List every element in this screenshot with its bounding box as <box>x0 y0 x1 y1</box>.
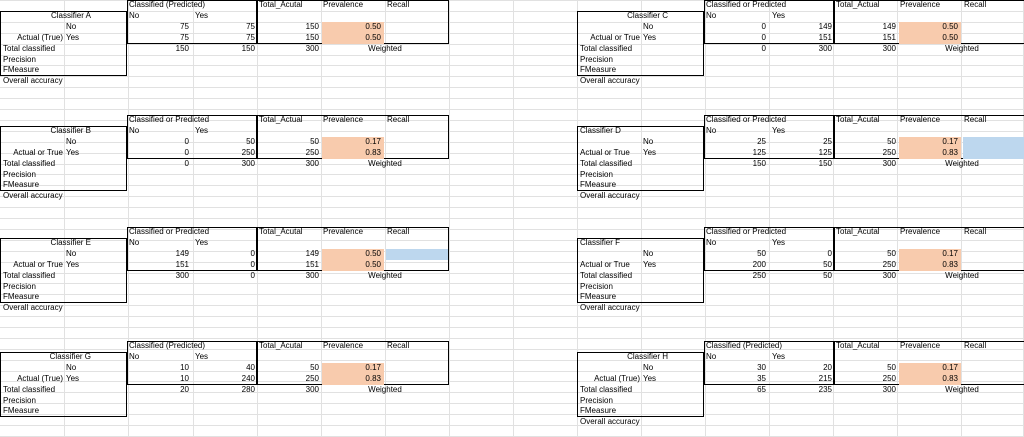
value-yes-no[interactable]: 151 <box>175 260 189 269</box>
actual-no-label[interactable]: No <box>643 249 654 258</box>
value-yes-total[interactable]: 250 <box>882 374 896 383</box>
predicted-yes-label[interactable]: Yes <box>772 11 786 20</box>
value-yes-no[interactable]: 10 <box>180 374 189 383</box>
value-no-prevalence[interactable]: 0.17 <box>365 137 381 146</box>
predicted-yes-label[interactable]: Yes <box>195 11 209 20</box>
precision-label[interactable]: Precision <box>580 170 613 179</box>
fmeasure-label[interactable]: FMeasure <box>580 292 617 301</box>
weighted-label[interactable]: Weighted <box>368 159 402 168</box>
predicted-no-label[interactable]: No <box>129 126 140 135</box>
gridline <box>0 55 1024 56</box>
value-yes-no[interactable]: 75 <box>180 33 189 42</box>
recall-header[interactable]: Recall <box>387 341 410 350</box>
gridline <box>0 65 1024 66</box>
value-no-no[interactable]: 30 <box>757 363 766 372</box>
total-all[interactable]: 300 <box>305 44 319 53</box>
predicted-header[interactable]: Classified or Predicted <box>129 115 210 124</box>
value-yes-total[interactable]: 250 <box>305 374 319 383</box>
prevalence-header[interactable]: Prevalence <box>323 115 364 124</box>
gridline <box>0 109 1024 110</box>
value-no-yes[interactable]: 75 <box>246 22 255 31</box>
classifier-title[interactable]: Classifier B <box>50 126 91 135</box>
value-no-no[interactable]: 0 <box>184 137 189 146</box>
predicted-yes-label[interactable]: Yes <box>772 352 786 361</box>
value-yes-no[interactable]: 0 <box>184 148 189 157</box>
value-yes-yes[interactable]: 240 <box>241 374 255 383</box>
actual-label[interactable]: Actual or True <box>13 148 63 157</box>
total-yes[interactable]: 300 <box>241 159 255 168</box>
value-yes-total[interactable]: 151 <box>882 33 896 42</box>
total-classified-label[interactable]: Total classified <box>3 385 56 394</box>
overall-accuracy-label[interactable]: Overall accuracy <box>3 76 63 85</box>
precision-label[interactable]: Precision <box>3 170 36 179</box>
recall-header[interactable]: Recall <box>387 227 410 236</box>
value-no-no[interactable]: 25 <box>757 137 766 146</box>
total-all[interactable]: 300 <box>305 385 319 394</box>
value-yes-prevalence[interactable]: 0.83 <box>942 148 958 157</box>
value-no-yes[interactable]: 25 <box>823 137 832 146</box>
actual-label[interactable]: Actual or True <box>580 260 630 269</box>
value-no-no[interactable]: 10 <box>180 363 189 372</box>
precision-label[interactable]: Precision <box>580 55 613 64</box>
value-yes-prevalence[interactable]: 0.83 <box>365 148 381 157</box>
total-actual-header[interactable]: Total_Acutal <box>259 341 303 350</box>
total-no[interactable]: 150 <box>175 44 189 53</box>
precision-label[interactable]: Precision <box>580 396 613 405</box>
value-yes-prevalence[interactable]: 0.83 <box>942 260 958 269</box>
actual-yes-label[interactable]: Yes <box>66 33 80 42</box>
predicted-header[interactable]: Classified (Predicted) <box>706 341 783 350</box>
value-no-no[interactable]: 50 <box>757 249 766 258</box>
recall-header[interactable]: Recall <box>964 227 987 236</box>
value-no-no[interactable]: 0 <box>761 22 766 31</box>
value-no-yes[interactable]: 40 <box>246 363 255 372</box>
value-yes-total[interactable]: 250 <box>882 148 896 157</box>
weighted-label[interactable]: Weighted <box>368 385 402 394</box>
predicted-header[interactable]: Classified (Predicted) <box>129 341 206 350</box>
gridline <box>0 174 1024 175</box>
fmeasure-label[interactable]: FMeasure <box>3 65 40 74</box>
value-yes-yes[interactable]: 250 <box>241 148 255 157</box>
precision-label[interactable]: Precision <box>3 396 36 405</box>
total-classified-label[interactable]: Total classified <box>580 159 633 168</box>
total-all[interactable]: 300 <box>882 385 896 394</box>
recall-fill <box>963 137 1024 159</box>
actual-no-label[interactable]: No <box>643 22 654 31</box>
overall-accuracy-label[interactable]: Overall accuracy <box>580 303 640 312</box>
actual-yes-label[interactable]: Yes <box>66 148 80 157</box>
gridline <box>0 305 1024 306</box>
gridline <box>0 76 1024 77</box>
weighted-label[interactable]: Weighted <box>945 385 979 394</box>
value-no-total[interactable]: 50 <box>887 363 896 372</box>
gridline <box>449 0 450 437</box>
gridline <box>0 294 1024 295</box>
gridline <box>0 196 1024 197</box>
value-no-prevalence[interactable]: 0.50 <box>942 22 958 31</box>
weighted-label[interactable]: Weighted <box>945 44 979 53</box>
classifier-title[interactable]: Classifier H <box>627 352 668 361</box>
fmeasure-label[interactable]: FMeasure <box>580 180 617 189</box>
value-no-yes[interactable]: 50 <box>246 137 255 146</box>
value-yes-prevalence[interactable]: 0.83 <box>365 374 381 383</box>
value-yes-no[interactable]: 125 <box>752 148 766 157</box>
overall-accuracy-label[interactable]: Overall accuracy <box>580 417 640 426</box>
actual-label[interactable]: Actual or True <box>580 148 630 157</box>
classifier-title[interactable]: Classifier D <box>580 126 621 135</box>
weighted-label[interactable]: Weighted <box>368 271 402 280</box>
predicted-yes-label[interactable]: Yes <box>772 238 786 247</box>
value-yes-yes[interactable]: 75 <box>246 33 255 42</box>
classifier-title[interactable]: Classifier C <box>627 11 668 20</box>
weighted-label[interactable]: Weighted <box>368 44 402 53</box>
gridline <box>0 283 1024 284</box>
prevalence-header[interactable]: Prevalence <box>323 341 364 350</box>
total-classified-label[interactable]: Total classified <box>580 44 633 53</box>
predicted-no-label[interactable]: No <box>706 126 717 135</box>
predicted-no-label[interactable]: No <box>706 238 717 247</box>
recall-header[interactable]: Recall <box>387 0 410 9</box>
predicted-header[interactable]: Classified or Predicted <box>706 227 787 236</box>
gridline <box>0 98 1024 99</box>
actual-label[interactable]: Actual or True <box>590 33 640 42</box>
value-yes-prevalence[interactable]: 0.83 <box>942 374 958 383</box>
value-yes-no[interactable]: 35 <box>757 374 766 383</box>
gridline <box>0 87 1024 88</box>
predicted-no-label[interactable]: No <box>706 11 717 20</box>
gridline <box>513 0 514 437</box>
actual-no-label[interactable]: No <box>66 363 77 372</box>
actual-yes-label[interactable]: Yes <box>643 260 657 269</box>
value-no-no[interactable]: 75 <box>180 22 189 31</box>
total-no[interactable]: 0 <box>761 44 766 53</box>
prevalence-header[interactable]: Prevalence <box>323 0 364 9</box>
value-yes-prevalence[interactable]: 0.50 <box>942 33 958 42</box>
predicted-yes-label[interactable]: Yes <box>195 352 209 361</box>
fmeasure-label[interactable]: FMeasure <box>3 292 40 301</box>
total-all[interactable]: 300 <box>305 159 319 168</box>
value-yes-prevalence[interactable]: 0.50 <box>365 33 381 42</box>
value-no-prevalence[interactable]: 0.50 <box>365 22 381 31</box>
value-no-prevalence[interactable]: 0.17 <box>365 363 381 372</box>
recall-header[interactable]: Recall <box>964 115 987 124</box>
total-yes[interactable]: 150 <box>241 44 255 53</box>
total-actual-header[interactable]: Total_Acutal <box>259 0 303 9</box>
predicted-no-label[interactable]: No <box>129 238 140 247</box>
total-classified-label[interactable]: Total classified <box>580 385 633 394</box>
value-no-total[interactable]: 149 <box>305 249 319 258</box>
overall-accuracy-label[interactable]: Overall accuracy <box>3 191 63 200</box>
total-no[interactable]: 20 <box>180 385 189 394</box>
total-actual-header[interactable]: Total_Acutal <box>836 227 880 236</box>
recall-header[interactable]: Recall <box>964 341 987 350</box>
gridline <box>0 338 1024 339</box>
precision-label[interactable]: Precision <box>3 55 36 64</box>
total-yes[interactable]: 235 <box>818 385 832 394</box>
recall-header[interactable]: Recall <box>964 0 987 9</box>
gridline <box>0 414 1024 415</box>
total-yes[interactable]: 280 <box>241 385 255 394</box>
classifier-title[interactable]: Classifier G <box>49 352 91 361</box>
value-no-total[interactable]: 50 <box>310 363 319 372</box>
gridline <box>0 425 1024 426</box>
total-actual-header[interactable]: Total_Acutal <box>836 341 880 350</box>
predicted-no-label[interactable]: No <box>129 352 140 361</box>
total-yes[interactable]: 50 <box>823 271 832 280</box>
overall-accuracy-label[interactable]: Overall accuracy <box>3 303 63 312</box>
value-no-yes[interactable]: 20 <box>823 363 832 372</box>
weighted-label[interactable]: Weighted <box>945 159 979 168</box>
value-yes-no[interactable]: 200 <box>752 260 766 269</box>
predicted-yes-label[interactable]: Yes <box>772 126 786 135</box>
total-yes[interactable]: 150 <box>818 159 832 168</box>
value-yes-total[interactable]: 150 <box>305 33 319 42</box>
precision-label[interactable]: Precision <box>3 282 36 291</box>
actual-label[interactable]: Actual (True) <box>594 374 640 383</box>
predicted-header[interactable]: Classified or Predicted <box>129 227 210 236</box>
fmeasure-label[interactable]: FMeasure <box>580 65 617 74</box>
weighted-label[interactable]: Weighted <box>945 271 979 280</box>
total-yes[interactable]: 300 <box>818 44 832 53</box>
predicted-no-label[interactable]: No <box>706 352 717 361</box>
gridline <box>0 185 1024 186</box>
actual-yes-label[interactable]: Yes <box>66 374 80 383</box>
total-no[interactable]: 65 <box>757 385 766 394</box>
value-yes-yes[interactable]: 151 <box>818 33 832 42</box>
gridline <box>0 218 1024 219</box>
value-no-prevalence[interactable]: 0.17 <box>942 249 958 258</box>
total-actual-header[interactable]: Total_Actual <box>836 0 880 9</box>
prevalence-header[interactable]: Prevalence <box>900 341 941 350</box>
precision-label[interactable]: Precision <box>580 282 613 291</box>
total-no[interactable]: 250 <box>752 271 766 280</box>
actual-yes-label[interactable]: Yes <box>643 33 657 42</box>
total-no[interactable]: 300 <box>175 271 189 280</box>
value-no-prevalence[interactable]: 0.50 <box>365 249 381 258</box>
value-yes-prevalence[interactable]: 0.50 <box>365 260 381 269</box>
actual-yes-label[interactable]: Yes <box>643 148 657 157</box>
predicted-header[interactable]: Classified or Predicted <box>706 0 787 9</box>
gridline <box>0 207 1024 208</box>
prevalence-header[interactable]: Prevalence <box>323 227 364 236</box>
predicted-yes-label[interactable]: Yes <box>195 238 209 247</box>
actual-no-label[interactable]: No <box>643 363 654 372</box>
value-yes-yes[interactable]: 215 <box>818 374 832 383</box>
total-classified-label[interactable]: Total classified <box>3 271 56 280</box>
value-no-total[interactable]: 50 <box>310 137 319 146</box>
total-no[interactable]: 0 <box>184 159 189 168</box>
total-classified-label[interactable]: Total classified <box>3 44 56 53</box>
total-all[interactable]: 300 <box>882 271 896 280</box>
total-all[interactable]: 300 <box>305 271 319 280</box>
actual-yes-label[interactable]: Yes <box>66 260 80 269</box>
overall-accuracy-label[interactable]: Overall accuracy <box>580 191 640 200</box>
predicted-header[interactable]: Classified or Predicted <box>706 115 787 124</box>
value-no-no[interactable]: 149 <box>175 249 189 258</box>
actual-no-label[interactable]: No <box>66 22 77 31</box>
overall-accuracy-label[interactable]: Overall accuracy <box>580 76 640 85</box>
value-yes-no[interactable]: 0 <box>761 33 766 42</box>
total-actual-header[interactable]: Total_Acutal <box>836 115 880 124</box>
actual-label[interactable]: Actual or True <box>13 260 63 269</box>
value-no-prevalence[interactable]: 0.17 <box>942 137 958 146</box>
prevalence-header[interactable]: Prevalence <box>900 0 941 9</box>
value-yes-total[interactable]: 250 <box>882 260 896 269</box>
classifier-title[interactable]: Classifier F <box>580 238 621 247</box>
recall-fill <box>386 249 448 260</box>
recall-header[interactable]: Recall <box>387 115 410 124</box>
actual-yes-label[interactable]: Yes <box>643 374 657 383</box>
value-yes-yes[interactable]: 125 <box>818 148 832 157</box>
predicted-no-label[interactable]: No <box>129 11 140 20</box>
value-no-total[interactable]: 149 <box>882 22 896 31</box>
total-actual-header[interactable]: Total_Acutal <box>259 227 303 236</box>
gridline <box>0 327 1024 328</box>
actual-no-label[interactable]: No <box>643 137 654 146</box>
fmeasure-label[interactable]: FMeasure <box>580 406 617 415</box>
actual-no-label[interactable]: No <box>66 137 77 146</box>
value-yes-total[interactable]: 151 <box>305 260 319 269</box>
predicted-header[interactable]: Classified (Predicted) <box>129 0 206 9</box>
actual-label[interactable]: Actual (True) <box>17 33 63 42</box>
value-yes-total[interactable]: 250 <box>305 148 319 157</box>
total-yes[interactable]: 0 <box>250 271 255 280</box>
value-no-yes[interactable]: 149 <box>818 22 832 31</box>
total-all[interactable]: 300 <box>882 159 896 168</box>
value-no-yes[interactable]: 0 <box>827 249 832 258</box>
fmeasure-label[interactable]: FMeasure <box>3 180 40 189</box>
fmeasure-label[interactable]: FMeasure <box>3 406 40 415</box>
value-no-total[interactable]: 50 <box>887 137 896 146</box>
predicted-yes-label[interactable]: Yes <box>195 126 209 135</box>
classifier-title[interactable]: Classifier E <box>50 238 91 247</box>
actual-label[interactable]: Actual (True) <box>17 374 63 383</box>
value-no-yes[interactable]: 0 <box>250 249 255 258</box>
total-classified-label[interactable]: Total classified <box>3 159 56 168</box>
classifier-title[interactable]: Classifier A <box>50 11 91 20</box>
total-no[interactable]: 150 <box>752 159 766 168</box>
value-yes-yes[interactable]: 0 <box>250 260 255 269</box>
value-no-total[interactable]: 150 <box>305 22 319 31</box>
value-no-prevalence[interactable]: 0.17 <box>942 363 958 372</box>
value-yes-yes[interactable]: 50 <box>823 260 832 269</box>
value-no-total[interactable]: 50 <box>887 249 896 258</box>
prevalence-header[interactable]: Prevalence <box>900 115 941 124</box>
total-all[interactable]: 300 <box>882 44 896 53</box>
total-classified-label[interactable]: Total classified <box>580 271 633 280</box>
total-actual-header[interactable]: Total_Actual <box>259 115 303 124</box>
actual-no-label[interactable]: No <box>66 249 77 258</box>
prevalence-header[interactable]: Prevalence <box>900 227 941 236</box>
gridline <box>0 403 1024 404</box>
gridline <box>0 316 1024 317</box>
